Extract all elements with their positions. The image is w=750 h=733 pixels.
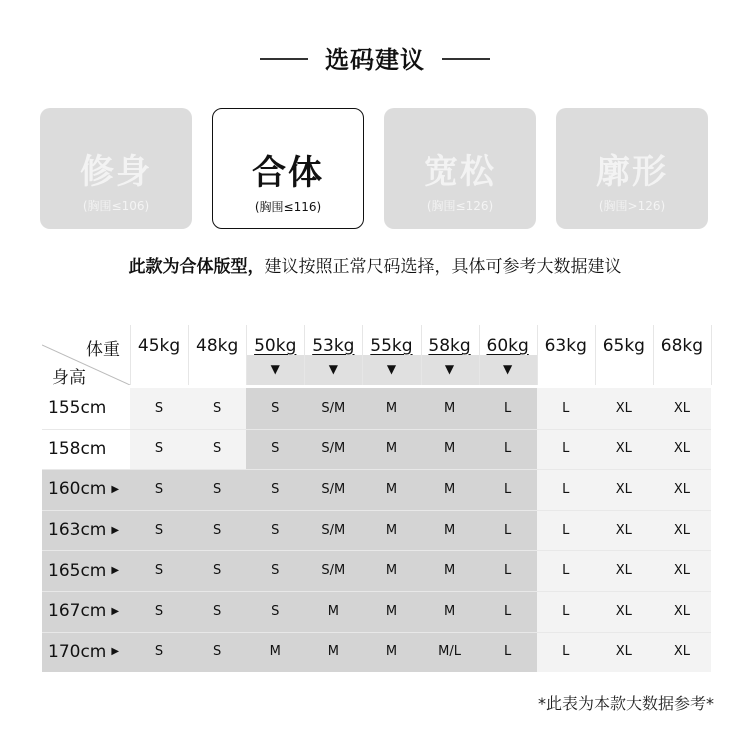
size-cell: M bbox=[327, 644, 339, 660]
size-cell: S bbox=[271, 522, 280, 538]
height-value: 155cm bbox=[48, 398, 107, 419]
size-cell: M bbox=[385, 400, 398, 416]
size-cell: S bbox=[213, 644, 222, 660]
size-cell: S bbox=[213, 522, 222, 538]
weight-arrow-icon: ▼ bbox=[444, 362, 455, 376]
size-cell: S bbox=[154, 481, 164, 497]
height-label bbox=[42, 429, 130, 470]
size-cell: XL bbox=[673, 603, 691, 619]
height-arrow-icon: ▶ bbox=[111, 605, 120, 617]
height-label bbox=[42, 591, 130, 632]
height-value: 165cm bbox=[48, 560, 107, 581]
height-label bbox=[42, 469, 130, 510]
size-cell: XL bbox=[673, 522, 691, 538]
size-cell: S/M bbox=[321, 400, 346, 416]
size-cell: L bbox=[562, 522, 570, 538]
fit-card-bust: (胸围≤106) bbox=[82, 199, 150, 213]
size-cell: M bbox=[443, 481, 456, 497]
size-cell: XL bbox=[615, 441, 632, 457]
height-value: 167cm bbox=[48, 601, 107, 622]
weight-header: 48kg bbox=[196, 336, 239, 356]
height-value: 158cm bbox=[48, 438, 107, 459]
weight-header: 55kg bbox=[370, 336, 413, 356]
size-cell: S/M bbox=[321, 522, 346, 538]
size-cell: L bbox=[562, 400, 570, 416]
size-cell: M bbox=[443, 563, 456, 579]
size-cell: XL bbox=[615, 603, 632, 619]
size-cell: S/M bbox=[321, 441, 346, 457]
size-cell: S bbox=[154, 441, 164, 457]
page-title: 选码建议 bbox=[325, 46, 425, 74]
weight-arrow-icon: ▼ bbox=[503, 362, 513, 376]
corner-height-label: 身高 bbox=[52, 368, 86, 388]
size-cell: S bbox=[154, 563, 164, 579]
fit-card-3[interactable] bbox=[556, 108, 708, 229]
size-cell: XL bbox=[615, 481, 632, 497]
size-cell: XL bbox=[615, 563, 632, 579]
title-right-rule bbox=[442, 58, 490, 60]
size-cell: XL bbox=[673, 400, 691, 416]
size-cell: S bbox=[271, 441, 280, 457]
fit-card-bust: (胸围≤116) bbox=[254, 200, 322, 214]
fit-card-name: 修身 bbox=[80, 152, 152, 192]
size-cell: M bbox=[385, 441, 398, 457]
size-cell: M bbox=[443, 522, 456, 538]
size-cell: M bbox=[443, 400, 456, 416]
fit-card-name: 合体 bbox=[252, 153, 324, 193]
weight-header: 68kg bbox=[660, 336, 704, 356]
weight-header: 65kg bbox=[602, 336, 645, 356]
weight-header: 53kg bbox=[312, 336, 355, 356]
weight-arrow-icon: ▼ bbox=[386, 362, 397, 376]
height-label bbox=[42, 510, 130, 551]
size-cell: XL bbox=[673, 563, 691, 579]
size-cell: S bbox=[213, 563, 222, 579]
row-divider bbox=[42, 550, 711, 551]
size-cell: L bbox=[504, 481, 512, 497]
weight-header: 60kg bbox=[486, 336, 529, 356]
size-cell: M bbox=[443, 603, 456, 619]
size-cell: S bbox=[154, 400, 164, 416]
weight-header: 58kg bbox=[428, 336, 471, 356]
size-cell: L bbox=[504, 563, 512, 579]
size-cell: S/M bbox=[321, 481, 346, 497]
size-cell: L bbox=[504, 400, 512, 416]
size-cell: S bbox=[271, 400, 280, 416]
fit-advice-bold: 此款为合体版型， bbox=[128, 257, 265, 277]
row-divider bbox=[42, 591, 711, 592]
row-divider bbox=[42, 632, 711, 633]
size-cell: S bbox=[271, 603, 280, 619]
fit-card-0[interactable] bbox=[40, 108, 192, 229]
footnote: *此表为本款大数据参考* bbox=[537, 694, 714, 713]
size-cell: S bbox=[213, 400, 222, 416]
height-value: 160cm bbox=[48, 479, 107, 500]
size-cell: S bbox=[213, 603, 222, 619]
size-cell: M bbox=[385, 522, 398, 538]
size-cell: M bbox=[385, 644, 398, 660]
size-cell: XL bbox=[615, 400, 632, 416]
size-cell: M/L bbox=[438, 644, 461, 660]
size-cell: XL bbox=[673, 481, 691, 497]
height-value: 170cm bbox=[48, 641, 107, 662]
size-cell: M bbox=[269, 644, 281, 660]
row-divider bbox=[42, 510, 711, 511]
size-cell: M bbox=[385, 603, 398, 619]
fit-card-bust: (胸围≤126) bbox=[426, 199, 494, 213]
height-label bbox=[42, 388, 130, 429]
size-cell: M bbox=[385, 481, 398, 497]
weight-arrow-icon: ▼ bbox=[270, 362, 280, 376]
size-cell: XL bbox=[615, 644, 632, 660]
size-cell: M bbox=[327, 603, 339, 619]
size-cell: S bbox=[213, 481, 222, 497]
fit-card-name: 廓形 bbox=[596, 152, 668, 192]
weight-header: 45kg bbox=[137, 336, 181, 356]
weight-arrow-icon: ▼ bbox=[328, 362, 338, 376]
fit-advice-text: 建议按照正常尺码选择，具体可参考大数据建议 bbox=[264, 257, 622, 277]
size-cell: L bbox=[504, 522, 512, 538]
size-cell: L bbox=[504, 441, 512, 457]
fit-advice bbox=[0, 252, 750, 277]
weight-header: 63kg bbox=[544, 336, 587, 356]
size-cell: XL bbox=[615, 522, 632, 538]
size-cell: L bbox=[504, 603, 512, 619]
size-cell: L bbox=[562, 603, 570, 619]
size-cell: S bbox=[271, 563, 280, 579]
height-arrow-icon: ▶ bbox=[111, 646, 120, 658]
corner-weight-label: 体重 bbox=[86, 340, 120, 360]
size-cell: XL bbox=[673, 441, 691, 457]
height-label bbox=[42, 632, 130, 673]
header-col-divider bbox=[711, 325, 712, 385]
height-value: 163cm bbox=[48, 520, 107, 541]
size-cell: M bbox=[385, 563, 398, 579]
size-cell: L bbox=[562, 563, 570, 579]
size-cell: S bbox=[154, 522, 164, 538]
height-label bbox=[42, 550, 130, 591]
size-cell: L bbox=[504, 644, 512, 660]
size-cell: S bbox=[271, 481, 280, 497]
size-cell: XL bbox=[673, 644, 691, 660]
fit-card-2[interactable] bbox=[384, 108, 536, 229]
row-divider bbox=[42, 429, 711, 430]
fit-card-name: 宽松 bbox=[424, 152, 496, 192]
fit-card-bust: (胸围>126) bbox=[598, 199, 666, 213]
size-cell: S bbox=[154, 644, 164, 660]
size-cell: S/M bbox=[321, 563, 346, 579]
height-arrow-icon: ▶ bbox=[111, 565, 120, 577]
weight-header: 50kg bbox=[254, 336, 297, 356]
size-cell: L bbox=[562, 481, 570, 497]
size-cell: L bbox=[562, 644, 570, 660]
row-divider bbox=[42, 469, 711, 470]
size-cell: S bbox=[213, 441, 222, 457]
height-arrow-icon: ▶ bbox=[111, 524, 120, 536]
size-cell: S bbox=[154, 603, 164, 619]
size-cell: L bbox=[562, 441, 570, 457]
size-cell: M bbox=[443, 441, 456, 457]
fit-card-1[interactable] bbox=[212, 108, 364, 229]
height-arrow-icon: ▶ bbox=[111, 483, 120, 495]
